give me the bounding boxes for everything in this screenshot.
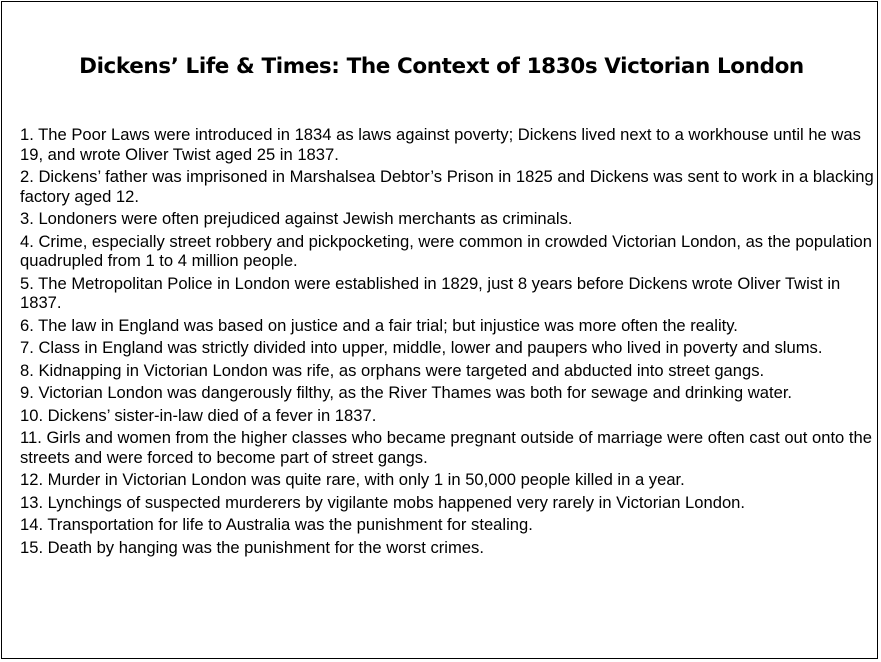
list-item: 1. The Poor Laws were introduced in 1834 as laws against poverty; Dickens lived next to a workhouse until he was 19, and wrote Oliver Twist aged 25 in 1837. xyxy=(20,125,861,164)
list-item: 3. Londoners were often prejudiced against Jewish merchants as criminals. xyxy=(20,209,573,228)
list-item: 5. The Metropolitan Police in London were established in 1829, just 8 years before Dickens wrote Oliver Twist in 1837. xyxy=(20,273,841,312)
list-item: 12. Murder in Victorian London was quite rare, with only 1 in 50,000 people killed in a year. xyxy=(20,470,685,489)
list-item: 13. Lynchings of suspected murderers by vigilante mobs happened very rarely in Victorian London. xyxy=(20,492,746,512)
facts-list xyxy=(20,125,876,560)
list-item: 6. The law in England was based on justice and a fair trial; but injustice was more often the reality. xyxy=(20,315,738,335)
document-frame xyxy=(1,1,878,659)
list-item: 10. Dickens’ sister-in-law died of a fever in 1837. xyxy=(20,405,377,425)
document-title: Dickens’ Life & Times: The Context of 1830s Victorian London xyxy=(79,54,804,79)
list-item: 9. Victorian London was dangerously filthy, as the River Thames was both for sewage and drinking water. xyxy=(20,383,793,402)
list-item: 4. Crime, especially street robbery and pickpocketing, were common in crowded Victorian London, as the population quadrupled from 1 to 4 million people. xyxy=(20,231,872,270)
list-item: 2. Dickens’ father was imprisoned in Marshalsea Debtor’s Prison in 1825 and Dickens was sent to work in a blacking factory aged 12. xyxy=(20,167,874,206)
list-item: 14. Transportation for life to Australia was the punishment for stealing. xyxy=(20,515,533,534)
list-item: 11. Girls and women from the higher classes who became pregnant outside of marriage were often cast out onto the streets and were forced to become part of street gangs. xyxy=(20,428,872,467)
list-item: 15. Death by hanging was the punishment for the worst crimes. xyxy=(20,537,484,557)
list-item: 7. Class in England was strictly divided into upper, middle, lower and paupers who lived in poverty and slums. xyxy=(20,338,823,357)
list-item: 8. Kidnapping in Victorian London was rife, as orphans were targeted and abducted into street gangs. xyxy=(20,360,765,380)
